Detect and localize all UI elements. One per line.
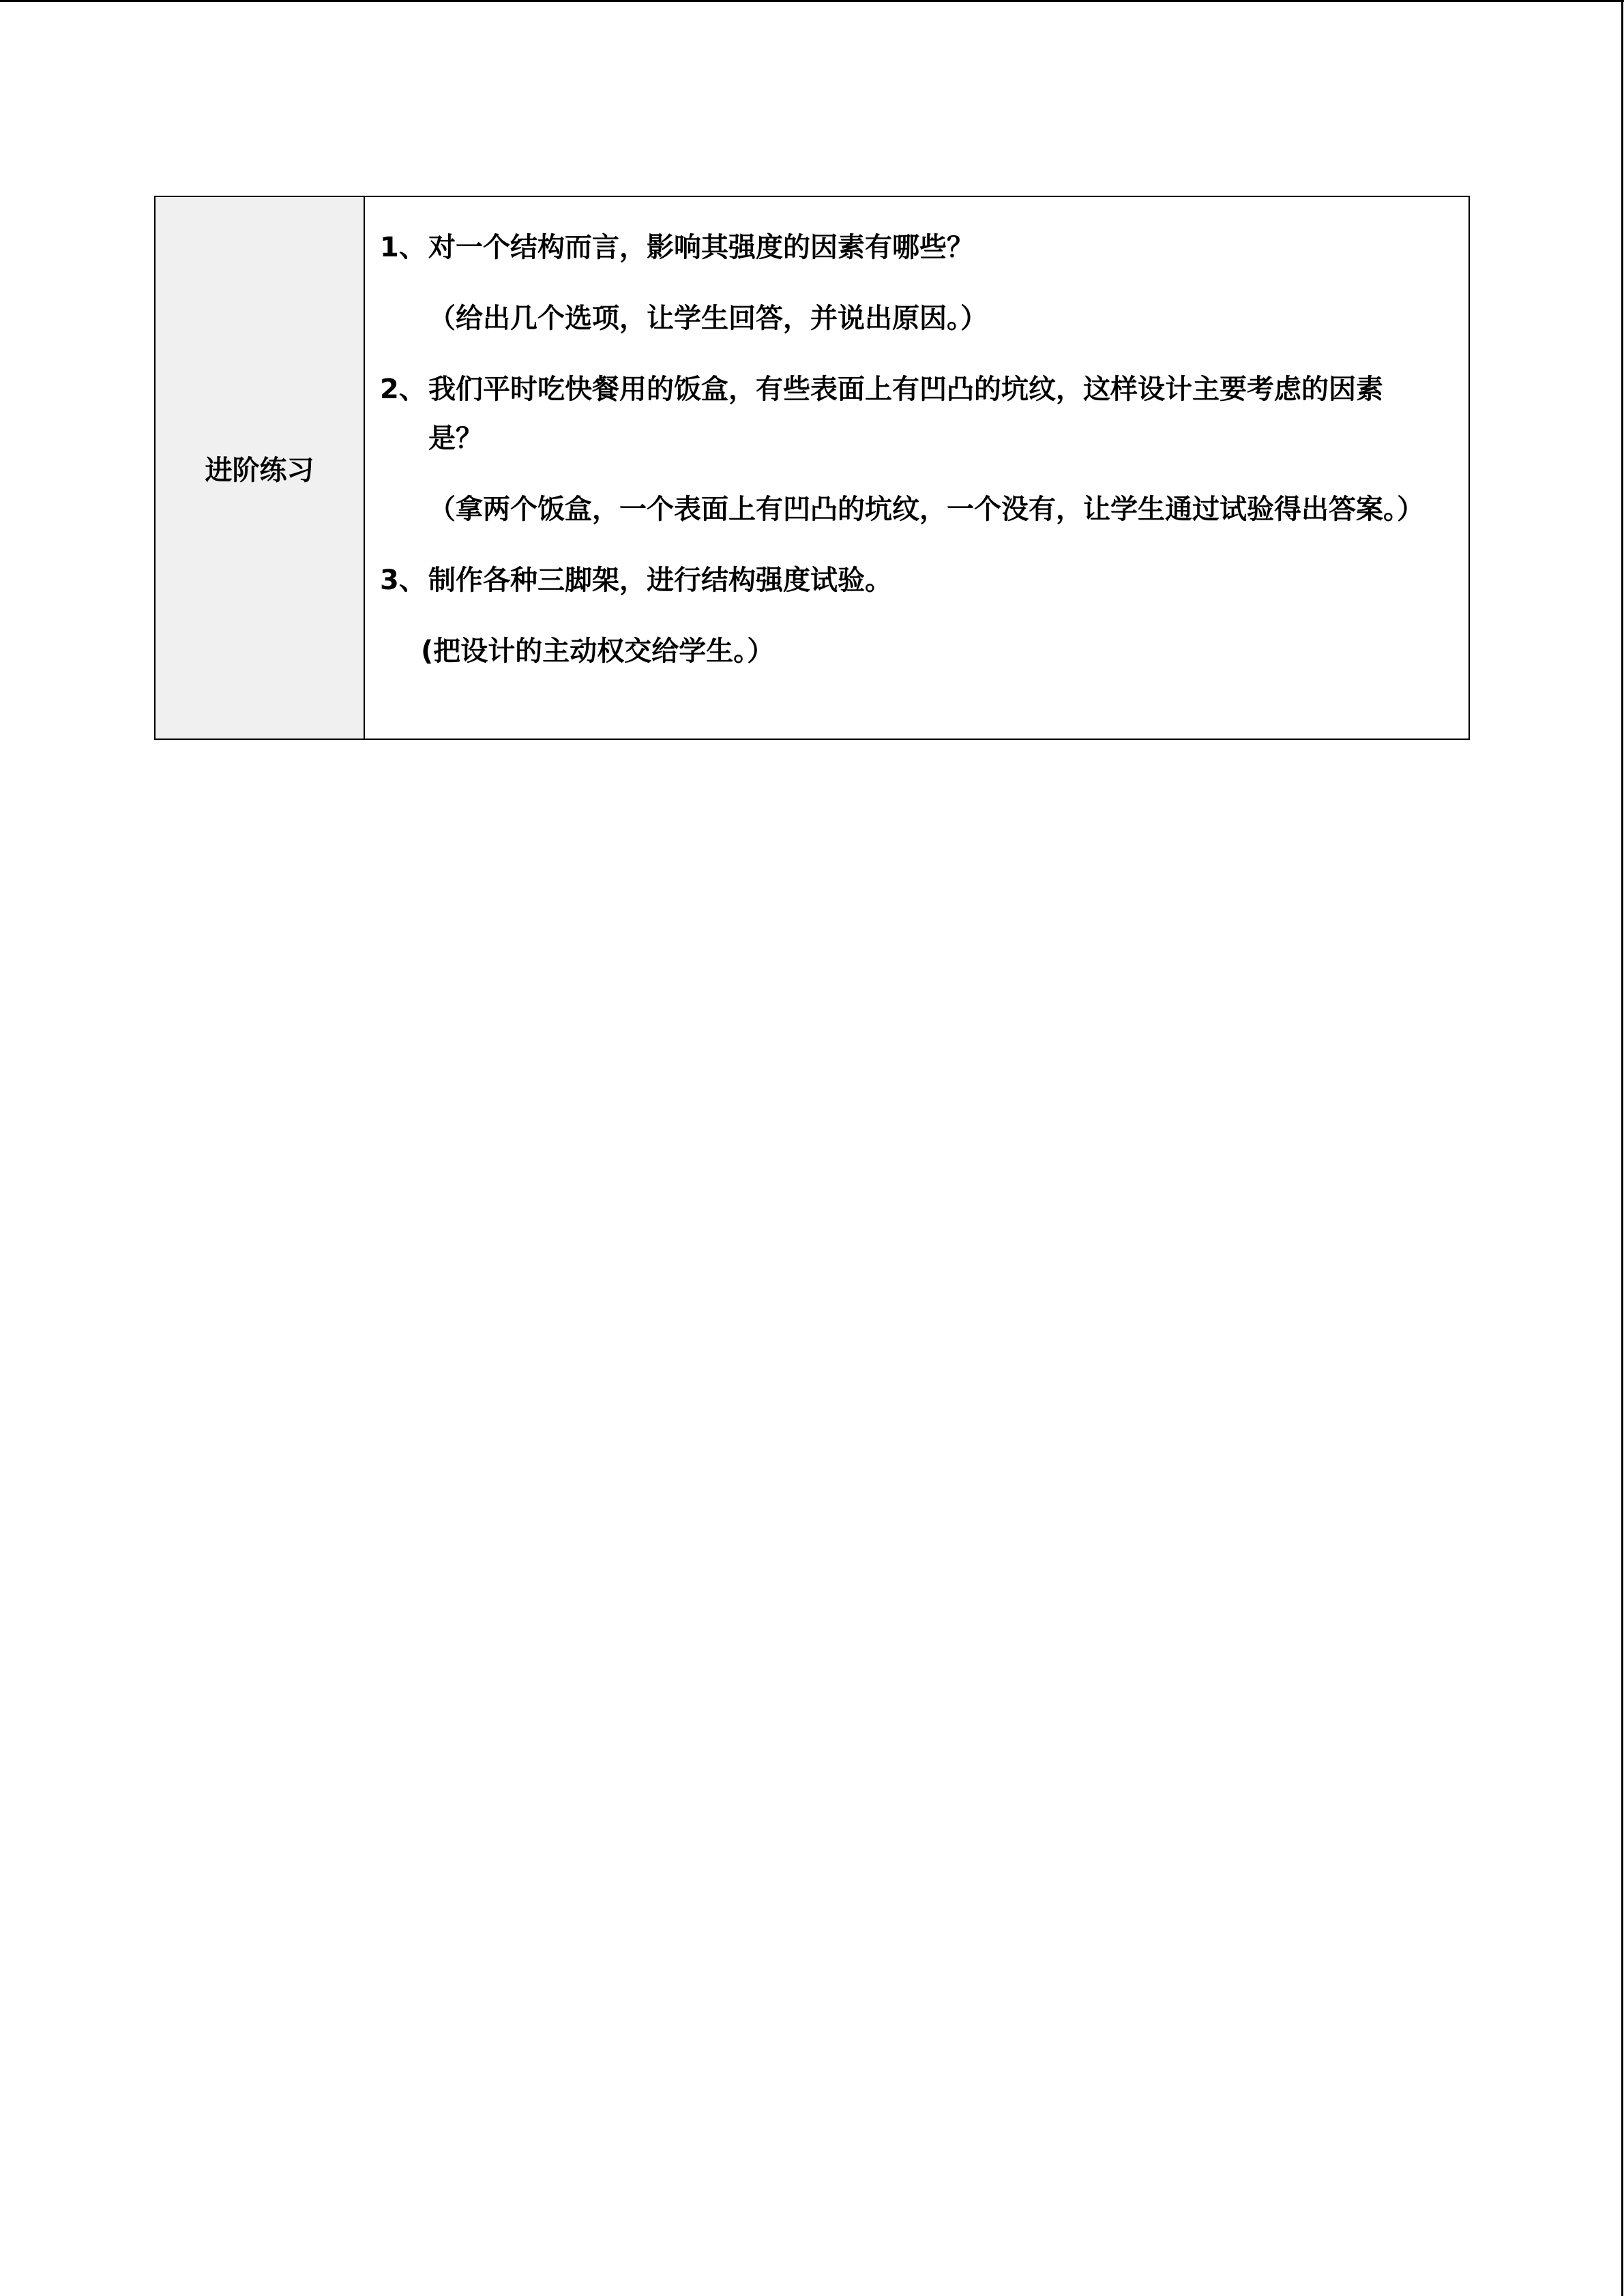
- exercise-note-3: (把设计的主动权交给学生。）: [421, 636, 775, 667]
- item-number: 1、: [380, 232, 426, 263]
- table-row: [155, 196, 1469, 739]
- item-text: 我们平时吃快餐用的饭盒，有些表面上有凹凸的坑纹，这样设计主要考虑的因素是？: [428, 374, 1383, 454]
- item-text: 制作各种三脚架，进行结构强度试验。: [428, 565, 892, 596]
- exercise-content: [364, 196, 1469, 739]
- section-label: 进阶练习: [155, 196, 364, 739]
- page-top-border: [0, 0, 1624, 2]
- page-right-border: [1621, 0, 1623, 2296]
- exercise-item-2: [380, 365, 1434, 463]
- exercise-note-1: （给出几个选项，让学生回答，并说出原因。）: [428, 303, 988, 334]
- item-text: 对一个结构而言，影响其强度的因素有哪些？: [428, 232, 974, 263]
- exercise-item-1: [380, 223, 1434, 272]
- item-number: 2、: [380, 374, 426, 405]
- lesson-table: [154, 196, 1470, 740]
- exercise-item-3: [380, 556, 1434, 605]
- exercise-note-2: （拿两个饭盒，一个表面上有凹凸的坑纹，一个没有，让学生通过试验得出答案。）: [428, 494, 1424, 525]
- item-number: 3、: [380, 565, 426, 596]
